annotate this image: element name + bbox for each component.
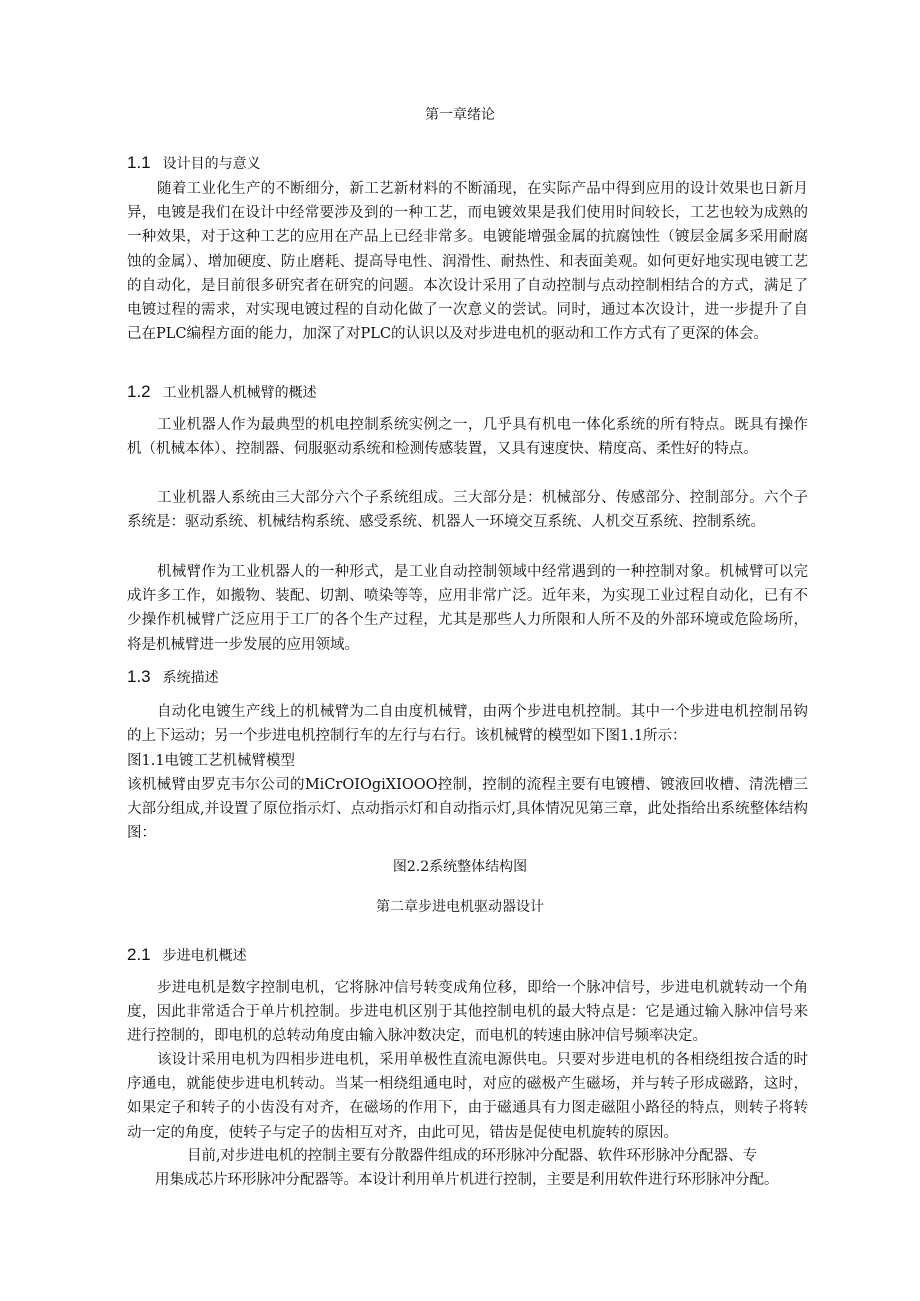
section-number: 1.3 <box>127 667 151 686</box>
section-title: 系统描述 <box>162 670 219 686</box>
figure-caption-1-1: 图1.1电镀工艺机械臂模型 <box>127 753 296 769</box>
paragraph: 自动化电镀生产线上的机械臂为二自由度机械臂，由两个步进电机控制。其中一个步进电机控制吊钩的上下运动；另一个步进电机控制行车的左行与右行。该机械臂的模型如下图1.1所示： <box>127 704 808 745</box>
figure-caption-2-2: 图2.2系统整体结构图 <box>392 859 528 875</box>
paragraph: 步进电机是数字控制电机，它将脉冲信号转变成角位移，即给一个脉冲信号，步进电机就转动一个角度，因此非常适合于单片机控制。步进电机区别于其他控制电机的最大特点是：它是通过输入脉冲信号来进行控制的，即电机的总转动角度由输入脉冲数决定，而电机的转速由脉冲信号频率决定。 <box>127 980 808 1045</box>
section-title: 步进电机概述 <box>162 948 247 964</box>
paragraph: 该设计采用电机为四相步进电机，采用单极性直流电源供电。只要对步进电机的各相绕组按合适的时序通电，就能使步进电机转动。当某一相绕组通电时，对应的磁极产生磁场，并与转子形成磁路，这时，如果定子和转子的小齿没有对齐，在磁场的作用下，由于磁通具有力图走磁阻小路径的特点，则转子将转动一定的角度，使转子与定子的齿相互对齐，由此可见，错齿是促使电机旋转的原因。 <box>127 1052 808 1141</box>
section-number: 2.1 <box>127 945 151 964</box>
paragraph: 工业机器人作为最典型的机电控制系统实例之一，几乎具有机电一体化系统的所有特点。既具有操作机（机械本体）、控制器、伺服驱动系统和检测传感装置，又具有速度快、精度高、柔性好的特点。 <box>127 417 808 458</box>
section-2-1-heading <box>127 944 247 967</box>
paragraph: 随着工业化生产的不断细分，新工艺新材料的不断涌现，在实际产品中得到应用的设计效果也日新月异，电镀是我们在设计中经常要涉及到的一种工艺，而电镀效果是我们使用时间较长，工艺也较为成熟的一种效果，对于这种工艺的应用在产品上已经非常多。电镀能增强金属的抗腐蚀性（镀层金属多采用耐腐蚀的金属）、增加硬度、防止磨耗、提高导电性、润滑性、耐热性、和表面美观。如何更好地实现电镀工艺的自动化，是目前很多研究者在研究的问题。本次设计采用了自动控制与点动控制相结合的方式，满足了电镀过程的需求，对实现电镀过程的自动化做了一次意义的尝试。同时，通过本次设计，进一步提升了自己在PLC编程方面的能力，加深了对PLC的认识以及对步进电机的驱动和工作方式有了更深的体会。 <box>127 181 808 343</box>
paragraph-line: 用集成芯片环形脉冲分配器等。本设计利用单片机进行控制，主要是利用软件进行环形脉冲分配。 <box>155 1172 779 1189</box>
section-1-3-heading <box>127 666 219 689</box>
chapter-2-title: 第二章步进电机驱动器设计 <box>376 899 544 915</box>
section-title: 设计目的与意义 <box>162 156 261 172</box>
section-1-2-heading <box>127 381 317 404</box>
paragraph: 工业机器人系统由三大部分六个子系统组成。三大部分是：机械部分、传感部分、控制部分。六个子系统是：驱动系统、机械结构系统、感受系统、机器人一环境交互系统、人机交互系统、控制系统。 <box>127 490 808 531</box>
section-1-1-heading <box>127 152 261 175</box>
paragraph: 机械臂作为工业机器人的一种形式，是工业自动控制领域中经常遇到的一种控制对象。机械臂可以完成许多工作，如搬物、装配、切割、喷染等等，应用非常广泛。近年来，为实现工业过程自动化，已有不少操作机械臂广泛应用于工厂的各个生产过程，尤其是那些人力所限和人所不及的外部环境或危险场所，将是机械臂进一步发展的应用领域。 <box>127 564 808 653</box>
section-title: 工业机器人机械臂的概述 <box>162 385 317 401</box>
paragraph-line: 目前,对步进电机的控制主要有分散器件组成的环形脉冲分配器、软件环形脉冲分配器、专 <box>187 1148 758 1164</box>
paragraph <box>127 1144 817 1192</box>
section-number: 1.1 <box>127 153 151 172</box>
chapter-1-title: 第一章绪论 <box>425 107 495 123</box>
section-number: 1.2 <box>127 382 151 401</box>
paragraph: 该机械臂由罗克韦尔公司的MiCrOIOgiXIOOO控制，控制的流程主要有电镀槽、镀液回收槽、清洗槽三大部分组成,并设置了原位指示灯、点动指示灯和自动指示灯,具体情况见第三章，此处指给出系统整体结构图： <box>127 777 808 842</box>
